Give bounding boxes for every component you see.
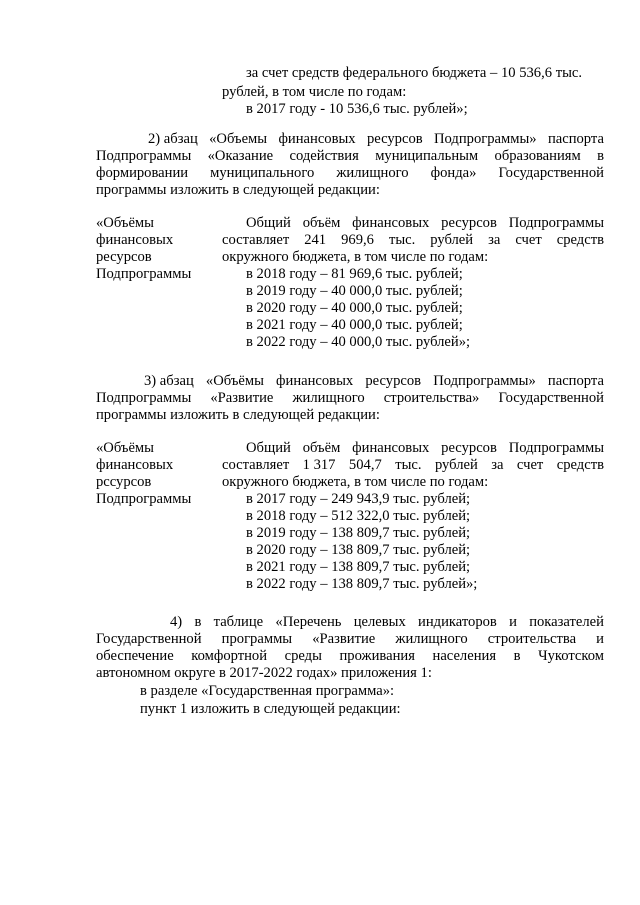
word: жилищного [395, 631, 468, 647]
word: содействия [289, 148, 359, 164]
word: программы [221, 631, 293, 647]
word: строительства [487, 631, 577, 647]
word: за [488, 232, 501, 248]
word: ресурсов [365, 373, 422, 389]
t2-desc-1 [246, 215, 604, 232]
t2-year-3: в 2020 году – 40 000,0 тыс. рублей; [246, 300, 463, 316]
p4-line-2 [96, 631, 604, 648]
p2-line-4: программы изложить в следующей редакции: [96, 182, 380, 198]
word: жилищного [336, 165, 409, 181]
word: образованиям [494, 148, 581, 164]
word: жилищного [292, 390, 365, 406]
t3-label-4: Подпрограммы [96, 491, 192, 507]
t2-desc-2 [222, 232, 604, 249]
word: ресурсов [441, 215, 497, 231]
word: Подпрограммы [96, 148, 192, 164]
word: рублей [430, 232, 474, 248]
word: Подпрограммы [508, 215, 604, 231]
t2-label-4: Подпрограммы [96, 266, 192, 282]
word: «Развитие [210, 390, 274, 406]
t2-label-3: ресурсов [96, 249, 152, 265]
p4-line-4: автономном округе в 2017-2022 годах» приложения 1: [96, 665, 432, 681]
word: 1 317 [302, 457, 336, 473]
word: объём [302, 215, 341, 231]
word: финансовых [352, 440, 430, 456]
t3-desc-1 [246, 440, 604, 457]
word: проживания [339, 648, 415, 664]
word: Государственной [498, 165, 604, 181]
word: «Развитие [312, 631, 376, 647]
word: таблице [213, 614, 264, 630]
word: паспорта [547, 373, 604, 389]
word: счет [515, 232, 542, 248]
t3-year-4: в 2020 году – 138 809,7 тыс. рублей; [246, 542, 471, 558]
word: муниципальным [375, 148, 479, 164]
intro-line-1: за счет средств федерального бюджета – 10 536,6 тыс. [246, 65, 582, 81]
word: целевых [353, 614, 406, 630]
word: и [596, 631, 604, 647]
t3-desc-3: окружного бюджета, в том числе по годам: [222, 474, 489, 490]
t3-desc-2 [222, 457, 604, 474]
word: ресурсов [441, 440, 497, 456]
word: 4) [170, 614, 183, 630]
word: индикаторов [418, 614, 497, 630]
word: «Перечень [275, 614, 342, 630]
word: паспорта [547, 131, 604, 147]
t2-label-1: «Объёмы [96, 215, 154, 231]
word: составляет [222, 232, 290, 248]
p3-line-2 [96, 390, 604, 407]
t3-year-5: в 2021 году – 138 809,7 тыс. рублей; [246, 559, 471, 575]
t2-year-2: в 2019 году – 40 000,0 тыс. рублей; [246, 283, 463, 299]
word: Чукотском [538, 648, 604, 664]
word: счет [516, 457, 544, 473]
word: Подпрограммы» [433, 373, 536, 389]
p4-line-6: пункт 1 изложить в следующей редакции: [140, 701, 401, 717]
p3-line-3: программы изложить в следующей редакции: [96, 407, 380, 423]
word: «Оказание [207, 148, 274, 164]
word: Государственной [96, 631, 202, 647]
word: среды [284, 648, 322, 664]
word: «Объемы [209, 131, 268, 147]
p3-line-1 [144, 373, 604, 390]
p4-line-3 [96, 648, 604, 665]
word: тыс. [388, 232, 416, 248]
word: составляет [222, 457, 290, 473]
word: формировании [96, 165, 189, 181]
word: финансовых [278, 131, 356, 147]
word: 969,6 [341, 232, 374, 248]
word: средств [556, 457, 604, 473]
p2-line-3 [96, 165, 604, 182]
t2-label-2: финансовых [96, 232, 174, 248]
word: за [491, 457, 504, 473]
word: финансовых [276, 373, 354, 389]
t2-year-1: в 2018 году – 81 969,6 тыс. рублей; [246, 266, 463, 282]
t3-label-2: финансовых [96, 457, 174, 473]
word: 504,7 [348, 457, 382, 473]
word: 241 [304, 232, 327, 248]
t2-year-5: в 2022 году – 40 000,0 тыс. рублей»; [246, 334, 471, 350]
p2-line-2 [96, 148, 604, 165]
word: 3) абзац [144, 373, 194, 389]
word: в [194, 614, 202, 630]
t3-year-6: в 2022 году – 138 809,7 тыс. рублей»; [246, 576, 478, 592]
word: объём [302, 440, 341, 456]
word: в [597, 148, 604, 164]
word: средств [556, 232, 604, 248]
p4-line-1 [170, 614, 604, 631]
t3-year-3: в 2019 году – 138 809,7 тыс. рублей; [246, 525, 471, 541]
t3-year-2: в 2018 году – 512 322,0 тыс. рублей; [246, 508, 471, 524]
word: и [509, 614, 517, 630]
word: Общий [246, 215, 291, 231]
p2-line-1 [148, 131, 604, 148]
word: фонда» [430, 165, 477, 181]
t2-year-4: в 2021 году – 40 000,0 тыс. рублей; [246, 317, 463, 333]
word: рублей [434, 457, 478, 473]
intro-line-3: в 2017 году - 10 536,6 тыс. рублей»; [246, 101, 468, 117]
word: населения [432, 648, 497, 664]
word: строительства» [383, 390, 480, 406]
word: тыс. [395, 457, 422, 473]
word: ресурсов [366, 131, 423, 147]
word: Подпрограммы [96, 390, 192, 406]
t3-label-1: «Объёмы [96, 440, 154, 456]
word: «Объёмы [205, 373, 264, 389]
p4-line-5: в разделе «Государственная программа»: [140, 683, 395, 699]
word: Подпрограммы [508, 440, 604, 456]
intro-line-2: рублей, в том числе по годам: [222, 84, 407, 100]
word: обеспечение [96, 648, 174, 664]
word: муниципального [210, 165, 315, 181]
word: Подпрограммы» [434, 131, 537, 147]
word: Общий [246, 440, 291, 456]
word: Государственной [498, 390, 604, 406]
word: показателей [529, 614, 604, 630]
t2-desc-3: окружного бюджета, в том числе по годам: [222, 249, 489, 265]
t3-label-3: рссурсов [96, 474, 152, 490]
t3-year-1: в 2017 году – 249 943,9 тыс. рублей; [246, 491, 471, 507]
word: в [513, 648, 521, 664]
word: комфортной [191, 648, 268, 664]
word: 2) абзац [148, 131, 198, 147]
word: финансовых [352, 215, 430, 231]
